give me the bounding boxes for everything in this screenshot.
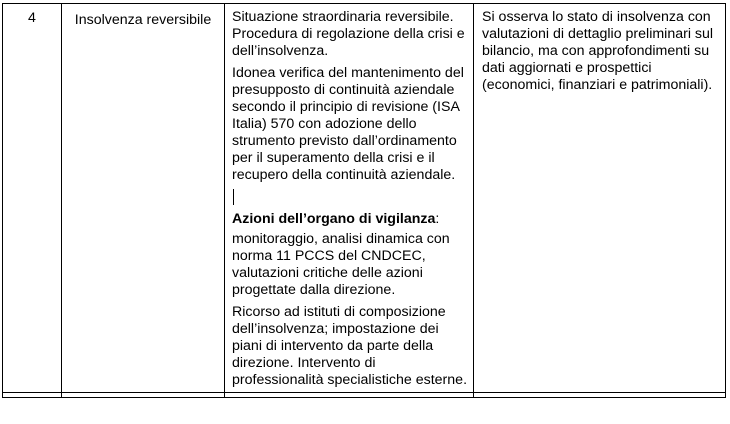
next-row-cell-1 xyxy=(3,393,62,398)
actions-paragraph-2: Ricorso ad istituti di composizione dell’insolvenza; impostazione dei piani di intervento da parte della direzione. Intervento di professionalità specialistiche esterne. xyxy=(232,304,468,388)
actions-paragraph-1: monitoraggio, analisi dinamica con norma 11 PCCS del CNDCEC, valutazioni critiche delle azioni progettate dalla direzione. xyxy=(232,231,450,298)
row-number: 4 xyxy=(28,10,36,26)
description-cell xyxy=(225,4,474,393)
section-heading xyxy=(232,211,467,228)
section-heading-text: Azioni dell’organo di vigilanza xyxy=(232,211,436,227)
text-cursor xyxy=(233,189,234,205)
row-number-cell xyxy=(3,4,62,393)
state-label: Insolvenza reversibile xyxy=(74,12,212,28)
next-row-cell-2 xyxy=(62,393,225,398)
table-row xyxy=(3,4,726,393)
next-row-cell-3 xyxy=(225,393,474,398)
next-row-cell-4 xyxy=(474,393,726,398)
table-row-next xyxy=(3,393,726,398)
description-paragraph-1: Situazione straordinaria reversibile. Procedura di regolazione della crisi e dell’insolvenza. xyxy=(232,9,465,59)
document-table xyxy=(2,3,726,398)
section-heading-colon: : xyxy=(435,211,440,227)
observation-text: Si osserva lo stato di insolvenza con valutazioni di dettaglio preliminari sul bilancio, ma con approfondimenti su dati aggiornati e prospettici (economici, finanziari e patrimoniali). xyxy=(482,9,714,93)
description-paragraph-2: Idonea verifica del mantenimento del presupposto di continuità aziendale secondo il principio di revisione (ISA Italia) 570 con adozione dello strumento previsto dall’ordinamento per il superamento della crisi e il recupero della continuità aziendale. xyxy=(232,65,464,183)
observation-cell xyxy=(474,4,726,393)
state-cell xyxy=(62,4,225,393)
